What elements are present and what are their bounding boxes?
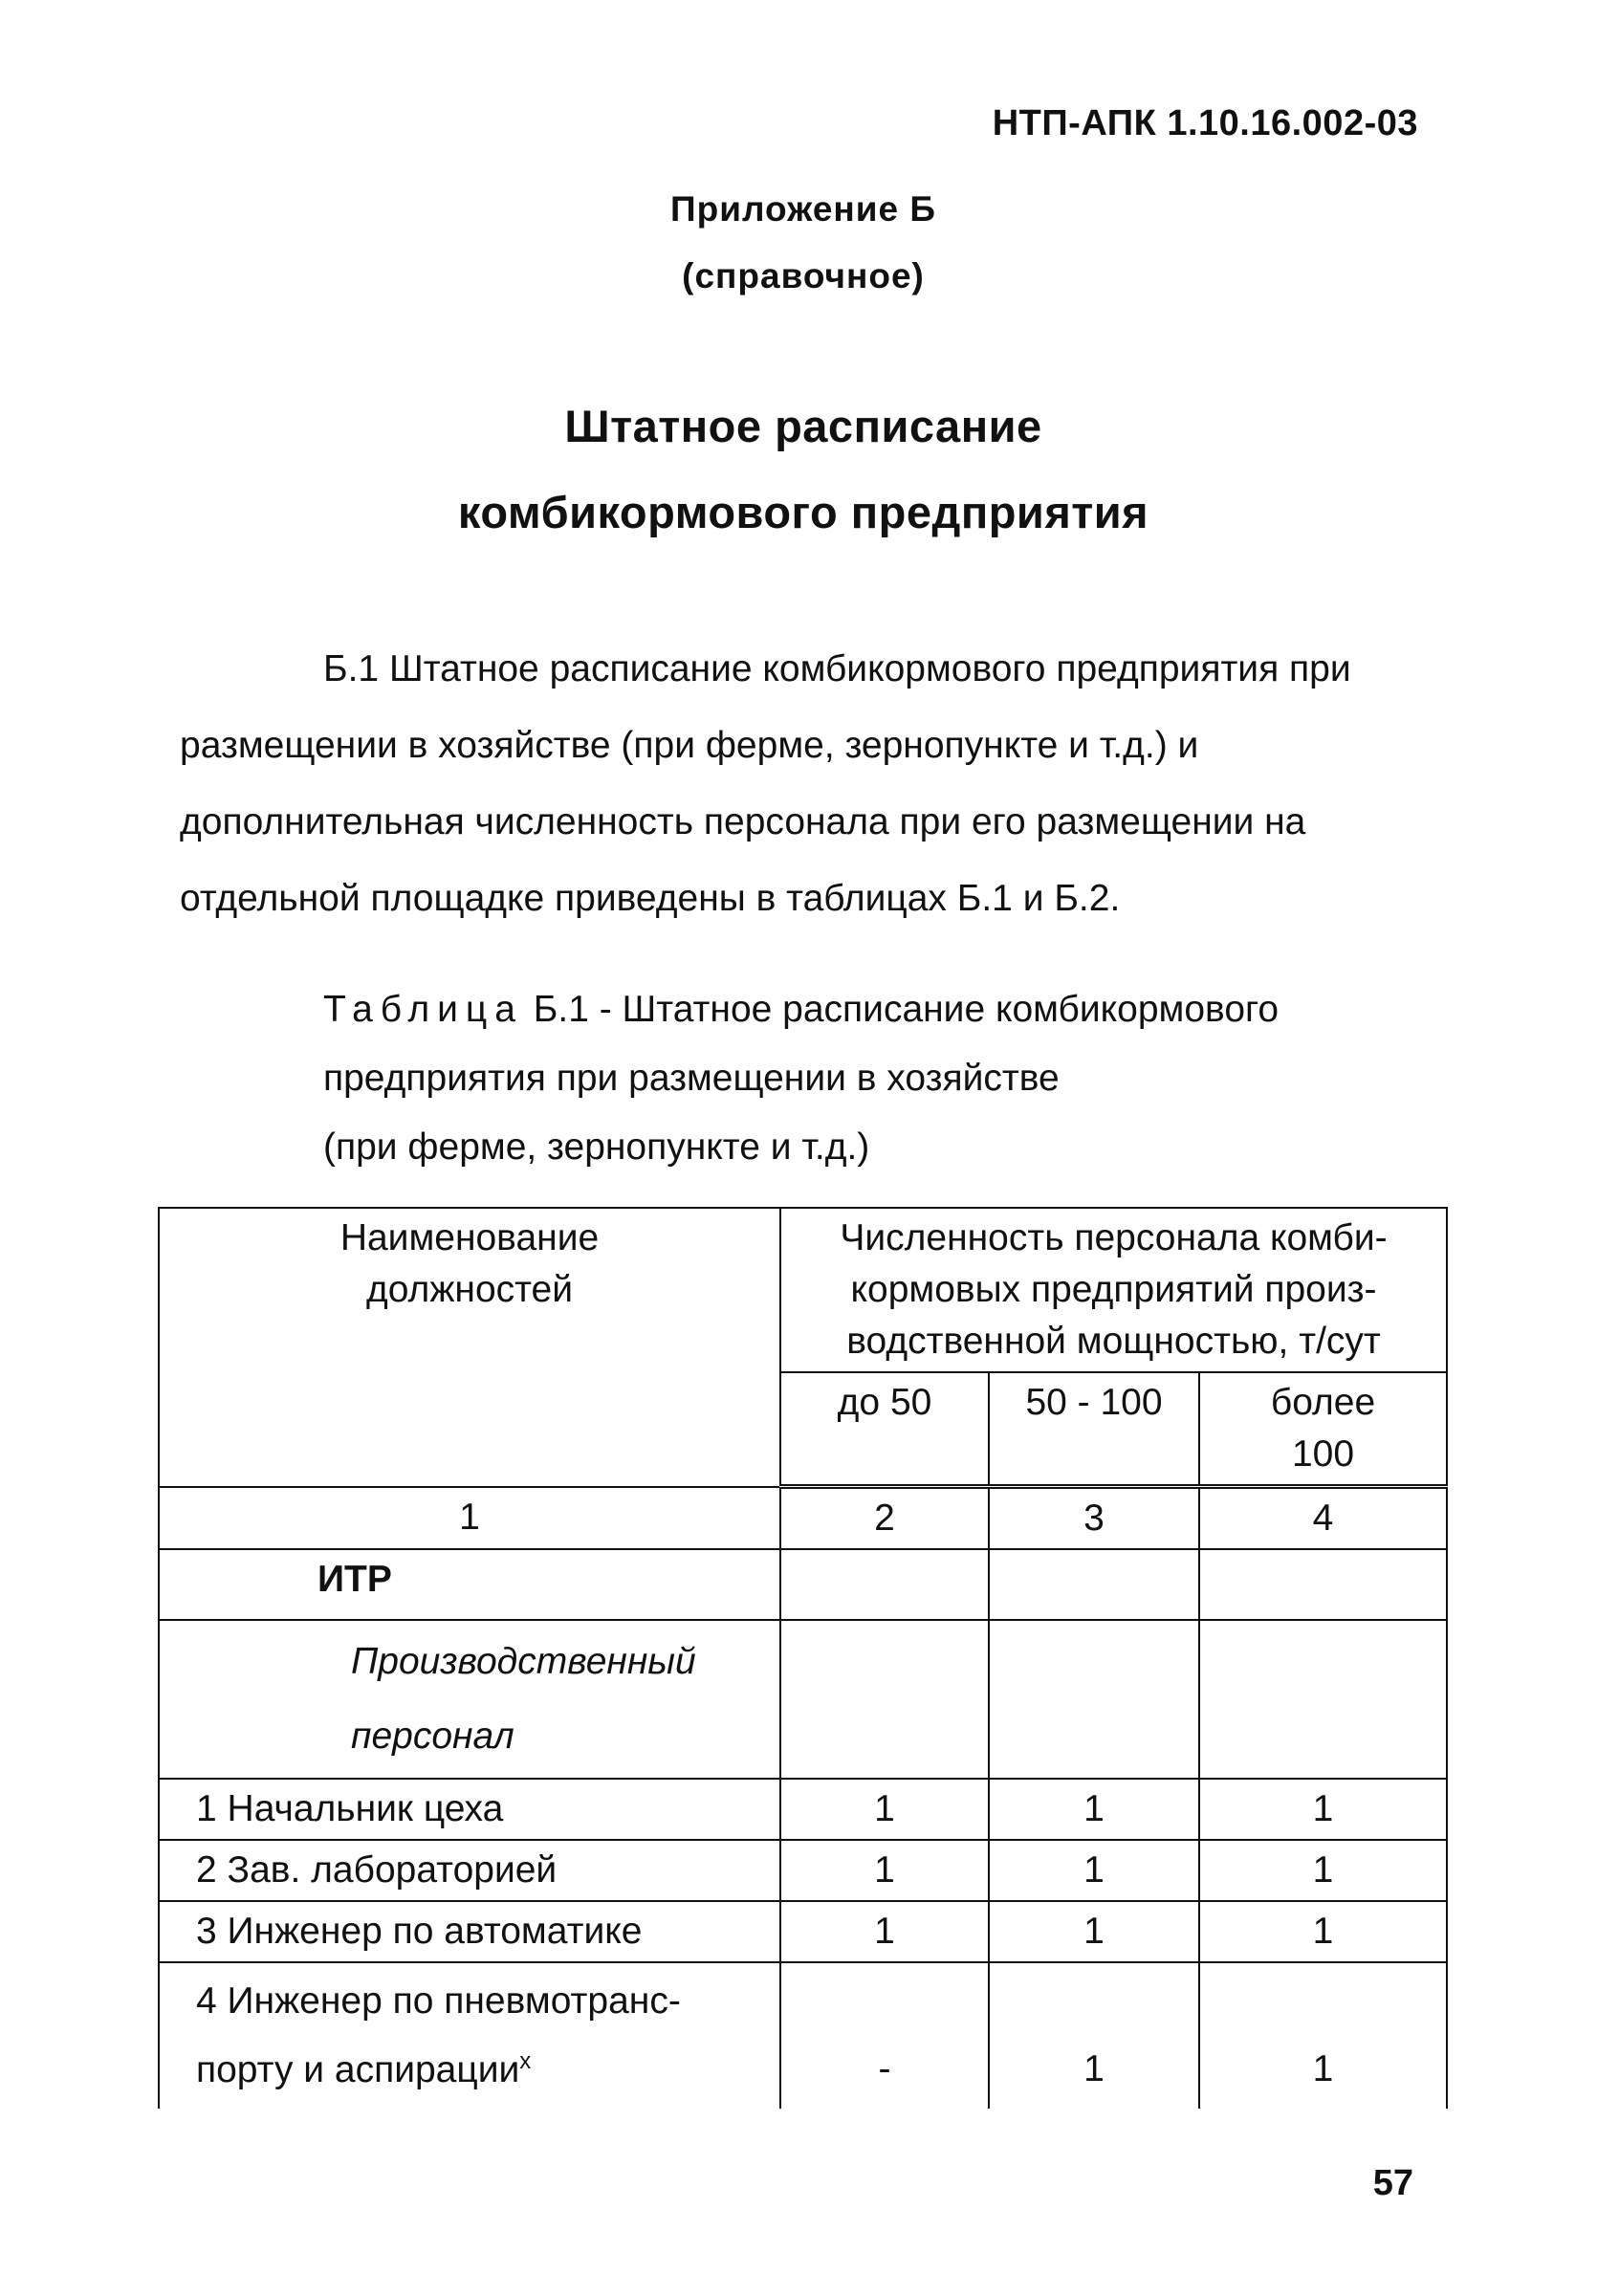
value-up-to-50: 1 [780,1779,989,1840]
sub-header-50-100: 50 - 100 [989,1372,1199,1487]
position-name: 1 Начальник цеха [159,1779,780,1840]
value-over-100: 1 [1199,1779,1447,1840]
value-over-100: 1 [1199,1840,1447,1901]
value-50-100: 1 [989,1840,1199,1901]
position-name [159,1962,780,2109]
table-caption-text: Б.1 - Штатное расписание комбикормового предприятия при размещении в хозяйстве [323,989,1280,1099]
table-row [159,1840,1447,1901]
appendix-type: (справочное) [682,256,925,295]
empty-cell [1199,1549,1447,1620]
table-row [159,1901,1447,1962]
value-50-100: 1 [989,1901,1199,1962]
column-number: 2 [780,1487,989,1550]
group-label-itr: ИТР [159,1549,780,1620]
footnote-mark: x [519,2048,532,2074]
col-header-staff-count: Численность персонала комби-кормовых предприятий произ-водственной мощностью, т/сут [780,1208,1447,1372]
subgroup-row [159,1620,1447,1779]
value-up-to-50: 1 [780,1901,989,1962]
column-number: 1 [159,1487,780,1550]
table-row [159,1779,1447,1840]
table-row [159,1962,1447,2109]
document-code: НТП-АПК 1.10.16.002-03 [992,103,1418,143]
table-caption [323,975,1471,1182]
col-header-position-name: Наименование должностей [159,1208,780,1487]
document-title-line-1: Штатное расписание [564,401,1042,451]
group-row-itr [159,1549,1447,1620]
position-name: 2 Зав. лабораторией [159,1840,780,1901]
value-up-to-50: - [780,1962,989,2109]
column-number: 3 [989,1487,1199,1550]
empty-cell [989,1549,1199,1620]
position-name: 3 Инженер по автоматике [159,1901,780,1962]
value-over-100: 1 [1199,1962,1447,2109]
appendix-title: Приложение Б [670,189,936,229]
position-name-text: 4 Инженер по пневмотранс-порту и аспирации [196,1980,681,2090]
column-numbers-row [159,1487,1447,1550]
value-50-100: 1 [989,1962,1199,2109]
empty-cell [1199,1620,1447,1779]
empty-cell [780,1620,989,1779]
table-header-row-1 [159,1208,1447,1372]
intro-paragraph [180,631,1423,937]
value-50-100: 1 [989,1779,1199,1840]
value-up-to-50: 1 [780,1840,989,1901]
page-number: 57 [1372,2163,1413,2203]
intro-paragraph-text: Б.1 Штатное расписание комбикормового предприятия при размещении в хозяйстве (при ферме, зернопункте и т.д.) и дополнительная численность персонала при его размещении на отдельной площадке приведены в таблицах Б.1 и Б.2. [180,648,1351,919]
sub-header-up-to-50: до 50 [780,1372,989,1487]
table-caption-line-3: (при ферме, зернопункте и т.д.) [323,1126,870,1168]
sub-header-over-100: более 100 [1199,1372,1447,1487]
staff-table [158,1207,1448,2109]
subgroup-label: Производственный персонал [159,1620,780,1779]
column-number: 4 [1199,1487,1447,1550]
document-title-line-2: комбикормового предприятия [457,487,1149,537]
empty-cell [989,1620,1199,1779]
value-over-100: 1 [1199,1901,1447,1962]
table-caption-prefix: Таблица [323,989,523,1030]
empty-cell [780,1549,989,1620]
